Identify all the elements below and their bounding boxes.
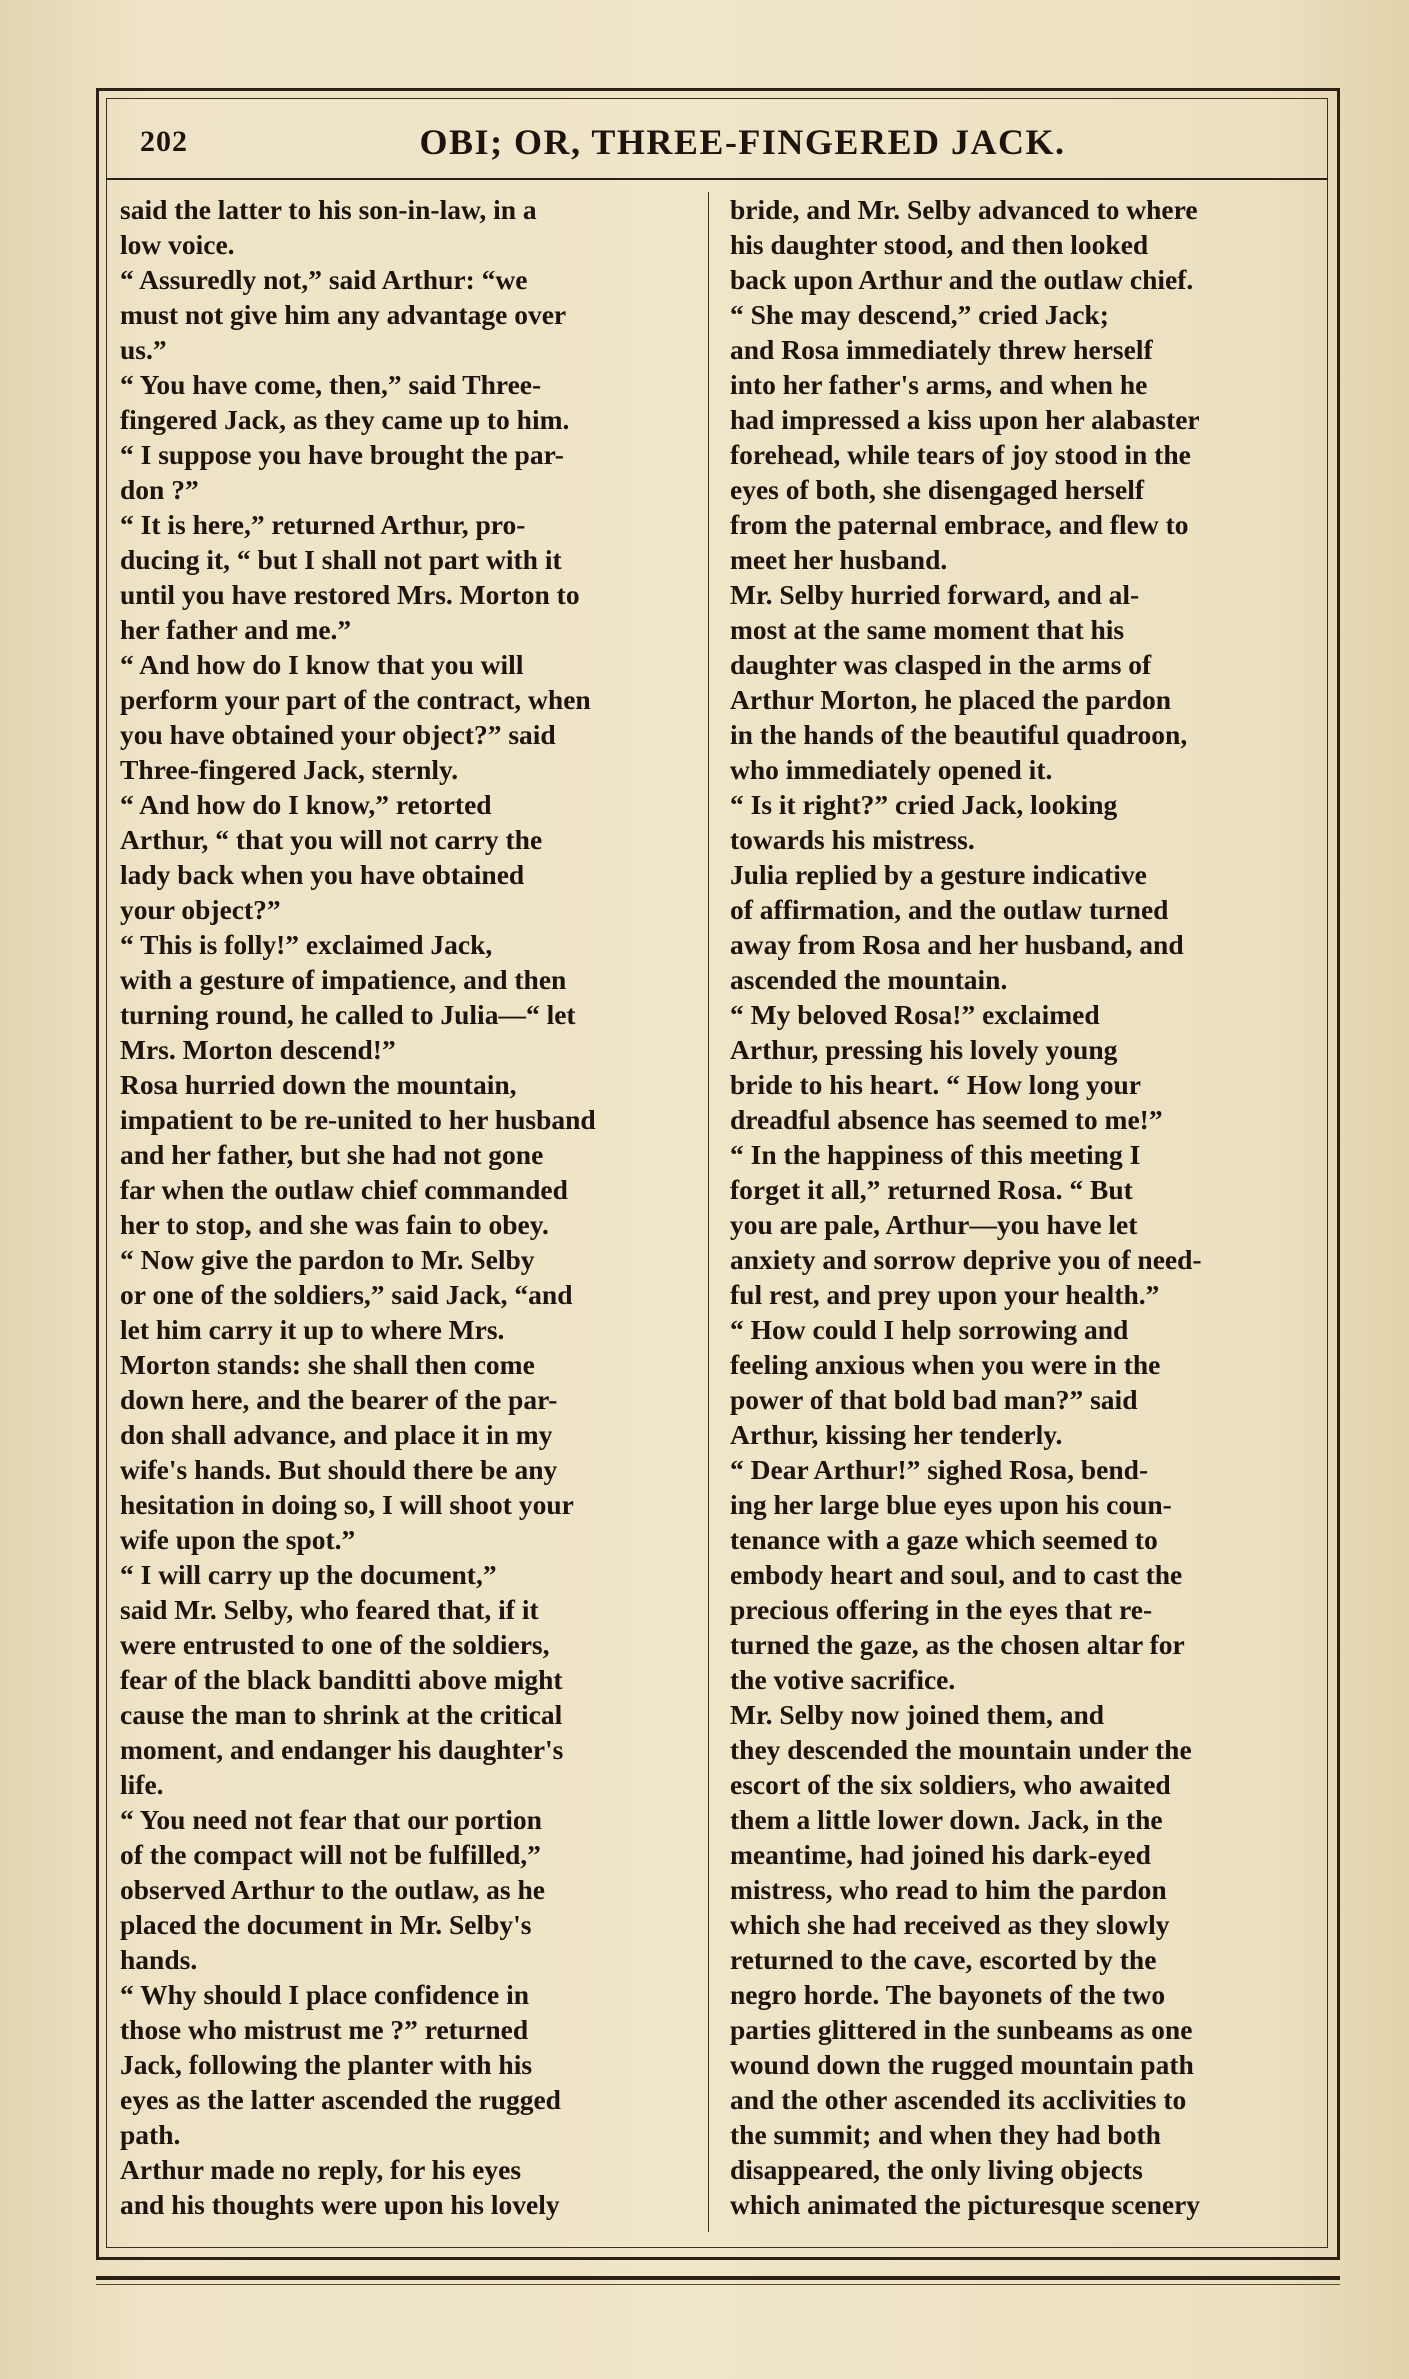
text-line: wife upon the spot.” <box>120 1524 356 1555</box>
text-line: into her father's arms, and when he <box>730 369 1148 400</box>
text-line: Mr. Selby now joined them, and <box>730 1699 1105 1730</box>
text-line: of the compact will not be fulfilled,” <box>120 1839 541 1870</box>
text-line: “ Dear Arthur!” sighed Rosa, bend- <box>730 1454 1149 1485</box>
text-line: life. <box>120 1769 164 1800</box>
text-line: forget it all,” returned Rosa. “ But <box>730 1174 1133 1205</box>
text-line: fear of the black banditti above might <box>120 1664 563 1695</box>
text-line: mistress, who read to him the pardon <box>730 1874 1167 1905</box>
text-line: cause the man to shrink at the critical <box>120 1699 563 1730</box>
text-line: had impressed a kiss upon her alabaster <box>730 404 1200 435</box>
text-line: her father and me.” <box>120 614 352 645</box>
text-line: low voice. <box>120 229 235 260</box>
text-line: Jack, following the planter with his <box>120 2049 533 2080</box>
running-title: OBI; OR, THREE-FINGERED JACK. <box>419 122 1066 162</box>
page-number: 202 <box>140 125 188 158</box>
text-line: path. <box>120 2119 181 2150</box>
text-line: “ You have come, then,” said Three- <box>120 369 542 400</box>
text-line: in the hands of the beautiful quadroon, <box>730 719 1188 750</box>
text-line: said Mr. Selby, who feared that, if it <box>120 1594 539 1625</box>
text-line: fingered Jack, as they came up to him. <box>120 404 570 435</box>
text-line: down here, and the bearer of the par- <box>120 1384 558 1415</box>
text-line: and his thoughts were upon his lovely <box>120 2189 560 2220</box>
text-line: power of that bold bad man?” said <box>730 1384 1138 1415</box>
text-line: “ My beloved Rosa!” exclaimed <box>730 999 1100 1030</box>
text-line: “ How could I help sorrowing and <box>730 1314 1129 1345</box>
text-line: said the latter to his son-in-law, in a <box>120 194 537 225</box>
text-line: “ This is folly!” exclaimed Jack, <box>120 929 493 960</box>
text-line: and the other ascended its acclivities to <box>730 2084 1187 2115</box>
text-line: ful rest, and prey upon your health.” <box>730 1279 1160 1310</box>
header-rule <box>106 178 1328 180</box>
text-line: of affirmation, and the outlaw turned <box>730 894 1169 925</box>
text-line: you have obtained your object?” said <box>120 719 556 750</box>
text-line: dreadful absence has seemed to me!” <box>730 1104 1163 1135</box>
text-line: observed Arthur to the outlaw, as he <box>120 1874 545 1905</box>
text-line: “ And how do I know that you will <box>120 649 524 680</box>
text-line: those who mistrust me ?” returned <box>120 2014 529 2045</box>
footer-rule-thin <box>96 2284 1340 2285</box>
text-line: until you have restored Mrs. Morton to <box>120 579 580 610</box>
text-line: Arthur Morton, he placed the pardon <box>730 684 1172 715</box>
text-line: hesitation in doing so, I will shoot your <box>120 1489 574 1520</box>
text-line: precious offering in the eyes that re- <box>730 1594 1153 1625</box>
text-line: Mr. Selby hurried forward, and al- <box>730 579 1140 610</box>
text-line: far when the outlaw chief commanded <box>120 1174 568 1205</box>
text-line: us.” <box>120 334 167 365</box>
text-line: with a gesture of impatience, and then <box>120 964 567 995</box>
text-line: eyes of both, she disengaged herself <box>730 474 1145 505</box>
text-line: or one of the soldiers,” said Jack, “and <box>120 1279 573 1310</box>
text-line: turned the gaze, as the chosen altar for <box>730 1629 1185 1660</box>
text-line: ing her large blue eyes upon his coun- <box>730 1489 1172 1520</box>
text-line: from the paternal embrace, and flew to <box>730 509 1189 540</box>
text-line: Three-fingered Jack, sternly. <box>120 754 459 785</box>
text-line: away from Rosa and her husband, and <box>730 929 1184 960</box>
text-line: negro horde. The bayonets of the two <box>730 1979 1166 2010</box>
text-line: and Rosa immediately threw herself <box>730 334 1153 365</box>
text-line: them a little lower down. Jack, in the <box>730 1804 1163 1835</box>
text-line: “ You need not fear that our portion <box>120 1804 542 1835</box>
text-line: were entrusted to one of the soldiers, <box>120 1629 550 1660</box>
text-line: Arthur, “ that you will not carry the <box>120 824 543 855</box>
text-line: bride, and Mr. Selby advanced to where <box>730 194 1198 225</box>
text-line: daughter was clasped in the arms of <box>730 649 1152 680</box>
text-line: “ In the happiness of this meeting I <box>730 1139 1141 1170</box>
page-header <box>140 112 1305 172</box>
text-line: ducing it, “ but I shall not part with it <box>120 544 562 575</box>
text-line: placed the document in Mr. Selby's <box>120 1909 532 1940</box>
text-line: let him carry it up to where Mrs. <box>120 1314 505 1345</box>
text-line: Julia replied by a gesture indicative <box>730 859 1147 890</box>
text-line: “ Why should I place confidence in <box>120 1979 530 2010</box>
text-line: “ And how do I know,” retorted <box>120 789 492 820</box>
text-line: the summit; and when they had both <box>730 2119 1161 2150</box>
text-line: which animated the picturesque scenery <box>730 2189 1201 2220</box>
text-line: lady back when you have obtained <box>120 859 525 890</box>
text-line: Rosa hurried down the mountain, <box>120 1069 517 1100</box>
text-line: forehead, while tears of joy stood in the <box>730 439 1191 470</box>
text-line: towards his mistress. <box>730 824 975 855</box>
text-line: “ Is it right?” cried Jack, looking <box>730 789 1118 820</box>
text-line: her to stop, and she was fain to obey. <box>120 1209 549 1240</box>
text-line: Morton stands: she shall then come <box>120 1349 535 1380</box>
text-line: they descended the mountain under the <box>730 1734 1192 1765</box>
text-line: Mrs. Morton descend!” <box>120 1034 396 1065</box>
text-line: perform your part of the contract, when <box>120 684 591 715</box>
text-line: and her father, but she had not gone <box>120 1139 544 1170</box>
text-line: Arthur made no reply, for his eyes <box>120 2154 522 2185</box>
text-line: meet her husband. <box>730 544 948 575</box>
text-line: who immediately opened it. <box>730 754 1053 785</box>
text-line: hands. <box>120 1944 198 1975</box>
text-line: “ I will carry up the document,” <box>120 1559 497 1590</box>
footer-rule <box>96 2276 1340 2280</box>
text-line: you are pale, Arthur—you have let <box>730 1209 1138 1240</box>
text-line: eyes as the latter ascended the rugged <box>120 2084 561 2115</box>
text-line: his daughter stood, and then looked <box>730 229 1149 260</box>
text-line: tenance with a gaze which seemed to <box>730 1524 1158 1555</box>
text-line: disappeared, the only living objects <box>730 2154 1143 2185</box>
text-line: Arthur, pressing his lovely young <box>730 1034 1118 1065</box>
text-line: must not give him any advantage over <box>120 299 567 330</box>
text-line: feeling anxious when you were in the <box>730 1349 1161 1380</box>
text-line: “ It is here,” returned Arthur, pro- <box>120 509 526 540</box>
text-line: anxiety and sorrow deprive you of need- <box>730 1244 1202 1275</box>
text-line: “ She may descend,” cried Jack; <box>730 299 1109 330</box>
text-line: turning round, he called to Julia—“ let <box>120 999 576 1030</box>
text-line: wound down the rugged mountain path <box>730 2049 1194 2080</box>
text-line: impatient to be re-united to her husband <box>120 1104 596 1135</box>
text-line: your object?” <box>120 894 281 925</box>
text-line: meantime, had joined his dark-eyed <box>730 1839 1151 1870</box>
text-line: “ Now give the pardon to Mr. Selby <box>120 1244 535 1275</box>
text-line: escort of the six soldiers, who awaited <box>730 1769 1171 1800</box>
text-line: “ I suppose you have brought the par- <box>120 439 564 470</box>
text-line: Arthur, kissing her tenderly. <box>730 1419 1063 1450</box>
text-line: the votive sacrifice. <box>730 1664 956 1695</box>
text-line: back upon Arthur and the outlaw chief. <box>730 264 1194 295</box>
text-line: bride to his heart. “ How long your <box>730 1069 1141 1100</box>
text-line: ascended the mountain. <box>730 964 1008 995</box>
left-column <box>120 192 700 2222</box>
text-line: “ Assuredly not,” said Arthur: “we <box>120 264 528 295</box>
text-line: don ?” <box>120 474 199 505</box>
text-line: returned to the cave, escorted by the <box>730 1944 1157 1975</box>
text-line: moment, and endanger his daughter's <box>120 1734 564 1765</box>
text-line: wife's hands. But should there be any <box>120 1454 558 1485</box>
text-line: don shall advance, and place it in my <box>120 1419 553 1450</box>
text-line: which she had received as they slowly <box>730 1909 1170 1940</box>
right-column <box>730 192 1310 2222</box>
column-divider <box>708 192 709 2232</box>
text-line: embody heart and soul, and to cast the <box>730 1559 1183 1590</box>
text-line: most at the same moment that his <box>730 614 1125 645</box>
text-line: parties glittered in the sunbeams as one <box>730 2014 1193 2045</box>
